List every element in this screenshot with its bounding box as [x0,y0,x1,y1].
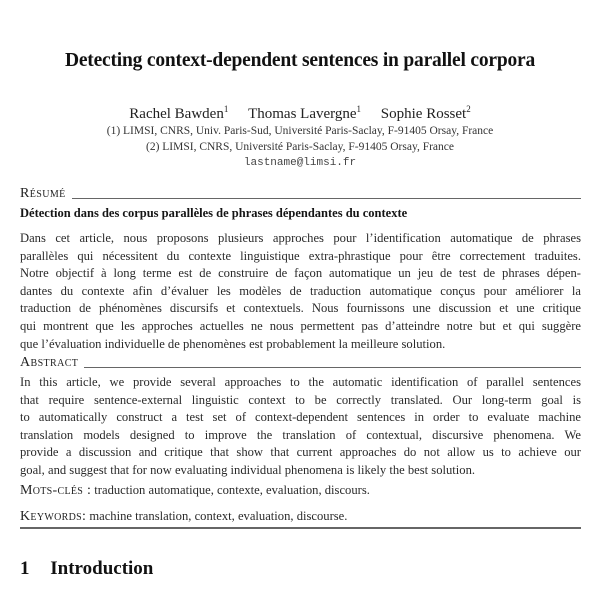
author [381,106,471,122]
affiliation-mark: 2 [466,104,471,114]
resume-subtitle: Détection dans des corpus parallèles de phrases dépendantes du contexte [20,206,408,220]
abstract-heading-label: Abstract [20,355,79,370]
author-list [0,104,600,123]
keywords-en-label: Keywords: [20,509,87,524]
heading-rule [84,367,581,368]
section-title: Introduction [50,558,154,579]
section-number: 1 [20,558,30,579]
text-line: que l’évaluation individuelle de phenomènes est probablement la meilleure solution. [20,336,446,351]
text-line: to automatically construct a test set of context-dependent sentences in order to evaluate machine [20,410,581,425]
text-line: Notre objectif à long terme est de construire de façon automatique un jeu de test de phrases dépen- [20,266,581,281]
keywords-fr-label: Mots-clés : [20,483,92,498]
affiliation-mark: 1 [356,104,362,114]
affiliation-mark: 1 [223,104,229,114]
text-line: dantes du contexte afin d’évaluer les modèles de traduction automatique conçus pour améliorer la [20,283,581,298]
text-line: Dans cet article, nous proposons plusieurs approches pour l’identification automatique de phrases [20,231,581,245]
affiliation-1: (1) LIMSI, CNRS, Univ. Paris-Sud, Université Paris-Saclay, F-91405 Orsay, France [106,125,494,137]
text-line: that require sentence-external linguistic context to be correctly translated. Our long-term goal is [20,392,581,407]
text-line: parallèles qui nécessitent du contexte linguistique extra-phrastique pour être correctement traduites. [20,248,581,263]
heading-rule [72,198,581,199]
section-heading [20,558,153,580]
text-line: qui montrent que les approches actuelles ne nous permettent pas d’atteindre notre but et qui suggère [20,318,581,333]
resume-heading [20,186,581,202]
keywords-en-value: machine translation, context, evaluation, discourse. [89,509,348,523]
paper-title: Detecting context-dependent sentences in parallel corpora [64,50,536,71]
keywords-rule [20,527,581,529]
abstract-body [20,374,581,480]
text-line: traduction de phénomènes discursifs et contextuels. Nous fournissons une discussion et une critique [20,301,581,316]
author [248,106,361,122]
resume-heading-label: Résumé [20,186,66,201]
text-line: In this article, we provide several approaches to the automatic identification of parallel sentences [20,375,581,389]
affiliation-2: (2) LIMSI, CNRS, Université Paris-Saclay, F-91405 Orsay, France [145,141,454,153]
keywords-en [20,509,581,525]
text-line: translation models designed to improve the translation of contextual, discursive phenomena. We [20,427,581,442]
contact-email: lastname@limsi.fr [243,157,357,169]
text-line: provide a discussion and critique that show that current approaches do not allow us to achieve our [20,445,581,460]
author-name: Thomas Lavergne [248,106,357,122]
author [129,106,228,122]
keywords-fr-value: traduction automatique, contexte, evaluation, discours. [94,483,370,497]
abstract-heading [20,355,581,371]
author-name: Sophie Rosset [380,106,467,122]
text-line: goal, and suggest that for now evaluating individual phenomena is likely the best solution. [20,462,476,477]
resume-body [20,230,581,353]
keywords-fr [20,483,581,499]
author-name: Rachel Bawden [129,106,224,122]
